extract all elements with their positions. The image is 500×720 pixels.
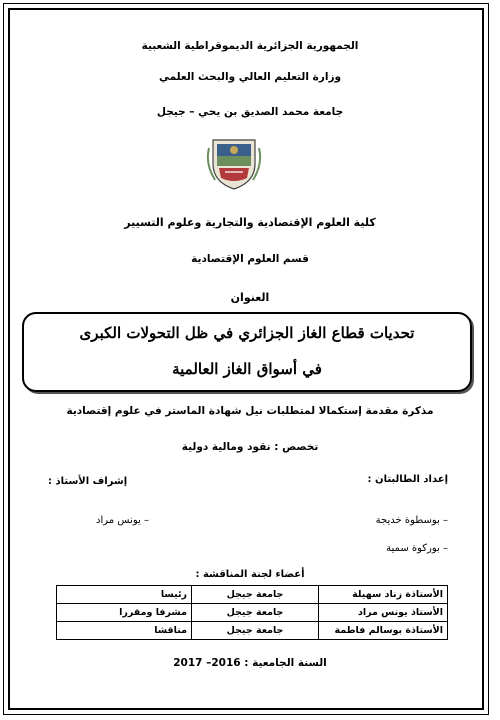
jury-member-institution: جامعة جيجل <box>192 604 319 622</box>
student-name: – بوسطوة خديجة <box>375 515 448 526</box>
student-name: – بوركوة سمية <box>386 543 448 554</box>
jury-member-role: مشرفا ومقررا <box>57 604 192 622</box>
specialization: تخصص : نقود ومالية دولية <box>181 441 319 453</box>
supervisor-label: إشراف الأستاذ : <box>48 476 128 487</box>
thesis-title-line-1: تحديات قطاع الغاز الجزائري في ظل التحولات الكبرى <box>79 324 415 342</box>
table-row <box>57 622 448 640</box>
university-heading: جامعة محمد الصديق بن يحي – جيجل <box>156 106 344 118</box>
jury-table <box>56 585 448 640</box>
thesis-note: مذكرة مقدمة إستكمالا لمتطلبات نيل شهادة الماستر في علوم إقتصادية <box>66 405 434 417</box>
department-heading: قسم العلوم الإقتصادية <box>191 253 309 265</box>
republic-heading: الجمهورية الجزائرية الديموقراطية الشعبية <box>141 40 359 52</box>
title-label: العنوان <box>230 291 270 304</box>
academic-year: السنة الجامعية : 2016– 2017 <box>173 657 327 669</box>
jury-member-name: الأستاذة بوسالم فاطمة <box>319 622 448 640</box>
jury-member-role: رئيسا <box>57 586 192 604</box>
table-row <box>57 586 448 604</box>
faculty-heading: كلية العلوم الإقتصادية والتجارية وعلوم التسيير <box>124 216 376 229</box>
jury-member-name: الأستاذة زناد سهيلة <box>319 586 448 604</box>
university-emblem-icon <box>205 134 263 192</box>
thesis-title-line-2: في أسواق الغاز العالمية <box>172 360 322 378</box>
jury-member-institution: جامعة جيجل <box>192 622 319 640</box>
jury-member-name: الأستاذ يونس مراد <box>319 604 448 622</box>
ministry-heading: وزارة التعليم العالي والبحث العلمي <box>158 71 342 83</box>
jury-member-institution: جامعة جيجل <box>192 586 319 604</box>
table-row <box>57 604 448 622</box>
jury-title: أعضاء لجنة المناقشة : <box>195 569 305 580</box>
thesis-title-box <box>22 312 472 392</box>
prepared-by-label: إعداد الطالبتان : <box>367 474 448 485</box>
jury-member-role: مناقشا <box>57 622 192 640</box>
supervisor-name: – يونس مراد <box>96 515 149 526</box>
